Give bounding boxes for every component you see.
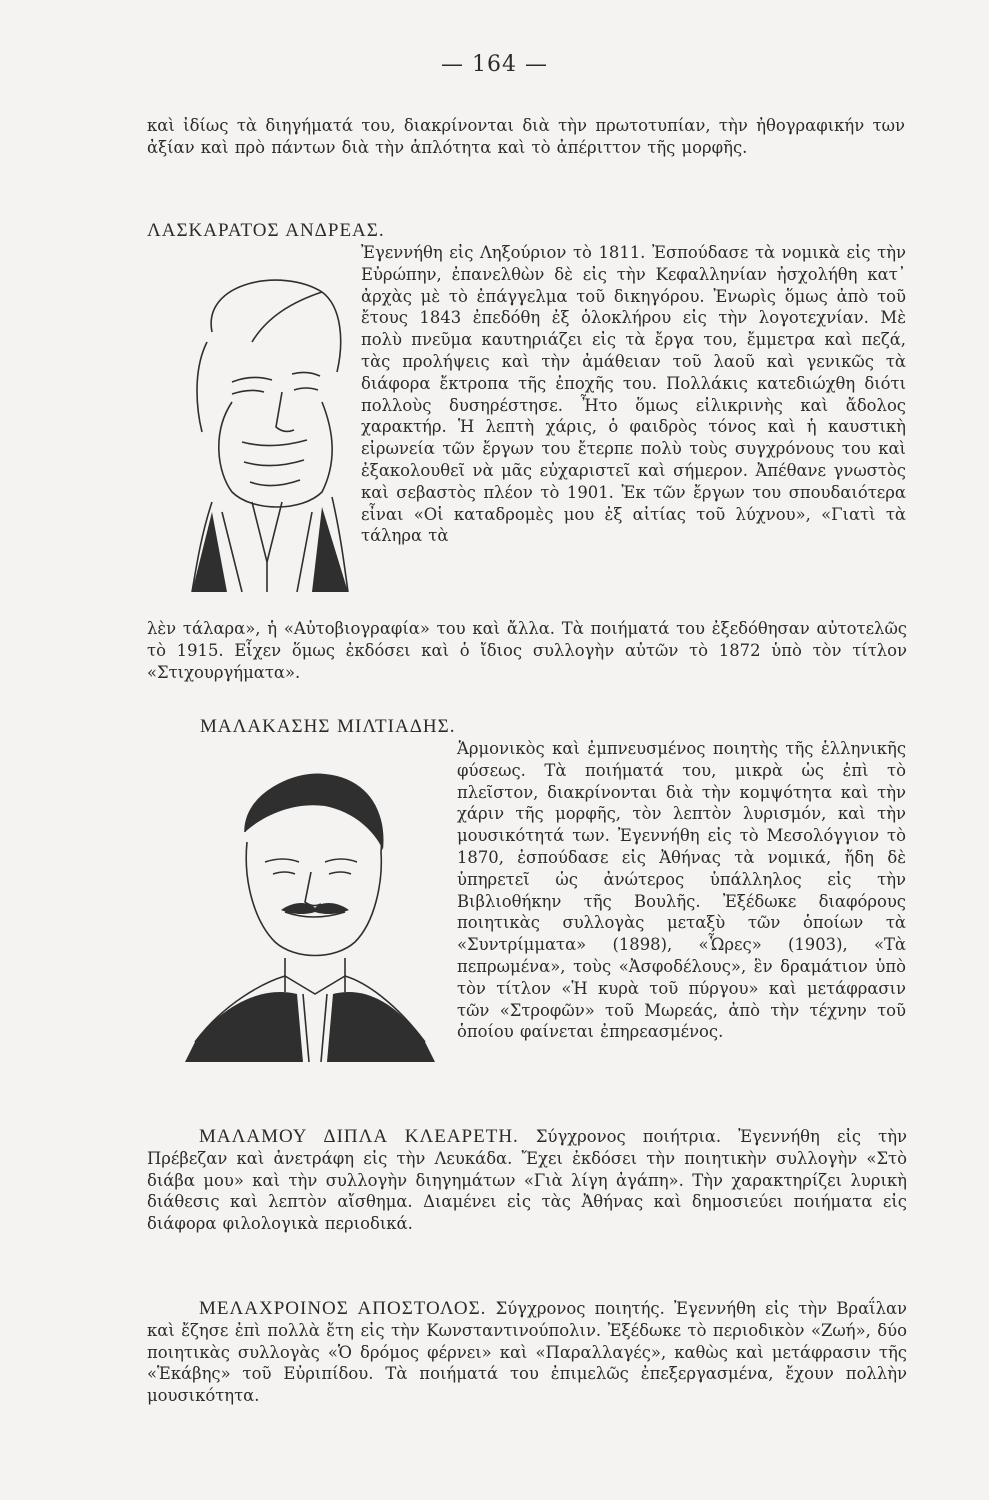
- entry-laskaratos-heading-line: [147, 220, 907, 242]
- portrait-laskaratos: [172, 262, 352, 592]
- entry-malakasis-heading-line: [200, 716, 906, 738]
- entry-body: Σύγχρονος ποιητής. Ἐγεννήθη εἰς τὴν Βραΐλαν καὶ ἔζησε ἐπὶ πολλὰ ἔτη εἰς τὴν Κωνσταντινούπολιν. Ἐξέδωκε τὸ περιοδικὸν «Ζωή», δύο ποιητικὰς συλλογὰς «Ὁ δρόμος φέρνει» καὶ «Παραλλαγές», καθὼς καὶ μετάφρασιν τῆς «Ἑκάβης» τοῦ Εὐριπίδου. Τὰ ποιήματά του ἐπιμελῶς ἐπεξεργασμένα, ἔχουν πολλὴν μουσικότητα.: [147, 1299, 907, 1406]
- entry-body-continued: λὲν τάλαρα», ἡ «Αὐτοβιογραφία» του καὶ ἄλλα. Τὰ ποιήματά του ἐξεδόθησαν αὐτοτελῶς τὸ 1915. Εἶχεν ὅμως ἐκδόσει καὶ ὁ ἴδιος συλλογὴν αὐτῶν τὸ 1872 ὑπὸ τὸν τίτλον «Στιχουργήματα».: [147, 619, 907, 682]
- portrait-malakasis: [185, 762, 435, 1062]
- entry-melachroinos: [147, 1298, 907, 1407]
- entry-body-wrapped: Ἁρμονικὸς καὶ ἐμπνευσμένος ποιητὴς τῆς ἑλληνικῆς φύσεως. Τὰ ποιήματά του, μικρὰ ὡς ἐπὶ τὸ πλεῖστον, διακρίνονται διὰ τὴν κομψότητα καὶ τὴν χάριν τῆς μορφῆς, τὸν λεπτὸν λυρισμόν, καὶ τὴν μουσικότητά των. Ἐγεννήθη εἰς τὸ Μεσολόγγιον τὸ 1870, ἐσπούδασε εἰς Ἀθήνας τὰ νομικά, ἤδη δὲ ὑπηρετεῖ ὡς ἀνώτερος ὑπάλληλος εἰς τὴν Βιβλιοθήκην τῆς Βουλῆς. Ἐξέδωκε διαφόρους ποιητικὰς συλλογὰς μεταξὺ τῶν ὁποίων τὰ «Συντρίμματα» (1898), «Ὧρες» (1903), «Τὰ πεπρωμένα», τοὺς «Ἀσφοδέλους», ἓν δραμάτιον ὑπὸ τὸν τίτλον «Ἡ κυρὰ τοῦ πύργου» καὶ μετάφρασιν τῶν «Στροφῶν» τοῦ Μωρεάς, ἀπὸ τὴν τέχνην τοῦ ὁποίου φαίνεται ἐπηρεασμένος.: [457, 739, 906, 1042]
- intro-paragraph: καὶ ἰδίως τὰ διηγήματά του, διακρίνονται διὰ τὴν πρωτοτυπίαν, τὴν ἠθογραφικήν των ἀξίαν καὶ πρὸ πάντων διὰ τὴν ἁπλότητα καὶ τὸ ἀπέριττον τῆς μορφῆς.: [147, 116, 905, 157]
- entry-heading: ΜΑΛΑΚΑΣΗΣ ΜΙΛΤΙΑΔΗΣ.: [200, 716, 456, 737]
- entry-heading: ΛΑΣΚΑΡΑΤΟΣ ΑΝΔΡΕΑΣ.: [147, 220, 385, 241]
- entry-malamou: [147, 1126, 907, 1235]
- page-number: — 164 —: [441, 52, 548, 77]
- entry-body: Σύγχρονος ποιήτρια. Ἐγεννήθη εἰς τὴν Πρέβεζαν καὶ ἀνετράφη εἰς τὴν Λευκάδα. Ἔχει ἐκδόσει τὴν ποιητικὴν συλλογὴν «Στὸ διάβα μου» καὶ τὴν συλλογὴν διηγημάτων «Γιὰ λίγη ἀγάπη». Τὴν χαρακτηρίζει λυρικὴ διάθεσις καὶ λεπτὸν αἴσθημα. Διαμένει εἰς τὰς Ἀθήνας καὶ δημοσιεύει ποιήματα εἰς διάφορα φιλολογικὰ περιοδικά.: [147, 1127, 907, 1234]
- entry-heading: ΜΕΛΑΧΡΟΙΝΟΣ ΑΠΟΣΤΟΛΟΣ.: [199, 1298, 487, 1319]
- entry-heading: ΜΑΛΑΜΟΥ ΔΙΠΛΑ ΚΛΕΑΡΕΤΗ.: [199, 1126, 519, 1147]
- entry-body-wrapped: Ἐγεννήθη εἰς Ληξούριον τὸ 1811. Ἐσπούδασε τὰ νομικὰ εἰς τὴν Εὐρώπην, ἐπανελθὼν δὲ εἰς τὴν Κεφαλληνίαν ἠσχολήθη κατ᾽ ἀρχὰς μὲ τὸ ἐπάγγελμα τοῦ δικηγόρου. Ἐνωρὶς ὅμως ἀπὸ τοῦ ἔτους 1843 ἐπεδόθη ἐξ ὁλοκλήρου εἰς τὴν λογοτεχνίαν. Μὲ πολὺ πνεῦμα καυτηριάζει εἰς τὰ ἔργα του, ἔμμετρα καὶ πεζά, τὰς προλήψεις καὶ τὴν ἀμάθειαν τοῦ λαοῦ καὶ γενικῶς τὰ διάφορα ἔκτροπα τῆς ἐποχῆς του. Πολλάκις κατεδιώχθη διότι πολλοὺς δυσηρέστησε. Ἦτο ὅμως εἰλικρινὴς καὶ ἄδολος χαρακτήρ. Ἡ λεπτὴ χάρις, ὁ φαιδρὸς τόνος καὶ ἡ καυστικὴ εἰρωνεία τῶν ἔργων του ἔτερπε πολὺ τοὺς συγχρόνους του καὶ ἐξακολουθεῖ νὰ μᾶς εὐχαριστεῖ καὶ σήμερον. Ἀπέθανε γνωστὸς καὶ σεβαστὸς πλέον τὸ 1901. Ἐκ τῶν ἔργων του σπουδαιότερα εἶναι «Οἱ καταδρομὲς μου ἐξ αἰτίας τοῦ λύχνου», «Γιατὶ τὰ τάληρα τὰ: [361, 243, 906, 546]
